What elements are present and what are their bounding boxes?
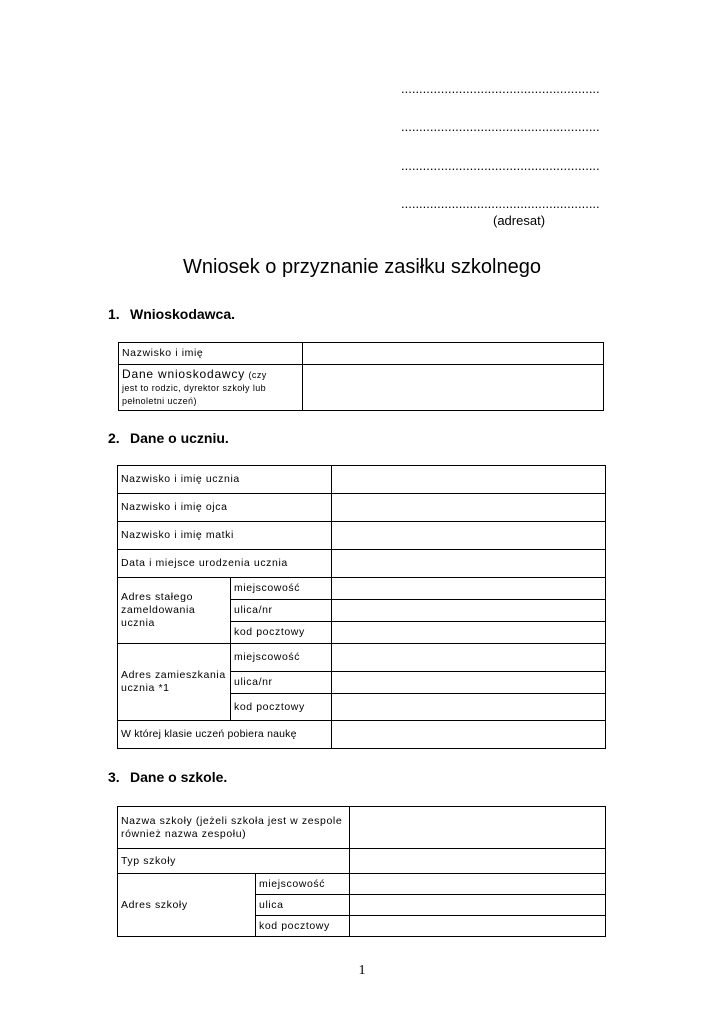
school-name-field[interactable] <box>350 807 606 849</box>
address-line-3: ....................................................... <box>401 158 600 173</box>
father-name-field[interactable] <box>332 494 606 522</box>
applicant-data-note-a: (czy <box>248 369 267 380</box>
class-label: W której klasie uczeń pobiera naukę <box>118 721 332 749</box>
school-postcode-field[interactable] <box>350 916 606 937</box>
school-town-field[interactable] <box>350 874 606 895</box>
student-table <box>117 465 606 749</box>
perm-postcode-field[interactable] <box>332 622 606 644</box>
address-line-1: ....................................................... <box>401 81 600 96</box>
birth-label: Data i miejsce urodzenia ucznia <box>118 550 332 578</box>
section-2-title: Dane o uczniu. <box>130 430 229 446</box>
address-line-2: ....................................................... <box>401 119 600 134</box>
page-number: 1 <box>358 963 366 978</box>
section-3-title: Dane o szkole. <box>130 769 228 785</box>
applicant-data-label <box>119 365 303 411</box>
section-2-number: 2. <box>108 430 120 446</box>
address-line-4: ....................................................... <box>401 196 600 211</box>
applicant-data-field[interactable] <box>303 365 604 411</box>
class-field[interactable] <box>332 721 606 749</box>
res-street-field[interactable] <box>332 672 606 694</box>
school-type-label: Typ szkoły <box>118 849 350 874</box>
applicant-name-label: Nazwisko i imię <box>119 343 303 365</box>
res-town-field[interactable] <box>332 644 606 672</box>
school-town-label: miejscowość <box>256 874 350 895</box>
perm-address-label: Adres stałego zameldowania ucznia <box>118 578 231 644</box>
section-3-heading <box>108 769 227 785</box>
applicant-table <box>118 342 604 411</box>
school-type-field[interactable] <box>350 849 606 874</box>
page-title: Wniosek o przyznanie zasiłku szkolnego <box>183 256 541 278</box>
perm-town-label: miejscowość <box>231 578 332 600</box>
applicant-data-note-b: jest to rodzic, dyrektor szkoły lub pełnoletni uczeń) <box>122 382 267 406</box>
perm-street-label: ulica/nr <box>231 600 332 622</box>
school-table <box>117 806 606 937</box>
res-street-label: ulica/nr <box>231 672 332 694</box>
section-1-title: Wnioskodawca. <box>130 306 236 322</box>
res-postcode-field[interactable] <box>332 694 606 721</box>
section-3-number: 3. <box>108 769 120 785</box>
student-name-field[interactable] <box>332 466 606 494</box>
res-address-label: Adres zamieszkania ucznia *1 <box>118 644 231 721</box>
perm-town-field[interactable] <box>332 578 606 600</box>
applicant-name-field[interactable] <box>303 343 604 365</box>
res-postcode-label: kod pocztowy <box>231 694 332 721</box>
applicant-data-main: Dane wnioskodawcy <box>122 366 245 381</box>
father-name-label: Nazwisko i imię ojca <box>118 494 332 522</box>
perm-postcode-label: kod pocztowy <box>231 622 332 644</box>
birth-field[interactable] <box>332 550 606 578</box>
student-name-label: Nazwisko i imię ucznia <box>118 466 332 494</box>
school-address-label: Adres szkoły <box>118 874 256 937</box>
section-2-heading <box>108 430 229 446</box>
mother-name-label: Nazwisko i imię matki <box>118 522 332 550</box>
perm-street-field[interactable] <box>332 600 606 622</box>
school-name-label: Nazwa szkoły (jeżeli szkoła jest w zespole również nazwa zespołu) <box>118 807 350 849</box>
school-street-label: ulica <box>256 895 350 916</box>
section-1-heading <box>108 306 235 322</box>
school-postcode-label: kod pocztowy <box>256 916 350 937</box>
mother-name-field[interactable] <box>332 522 606 550</box>
res-town-label: miejscowość <box>231 644 332 672</box>
section-1-number: 1. <box>108 306 120 322</box>
adresat-label: (adresat) <box>493 213 546 228</box>
school-street-field[interactable] <box>350 895 606 916</box>
